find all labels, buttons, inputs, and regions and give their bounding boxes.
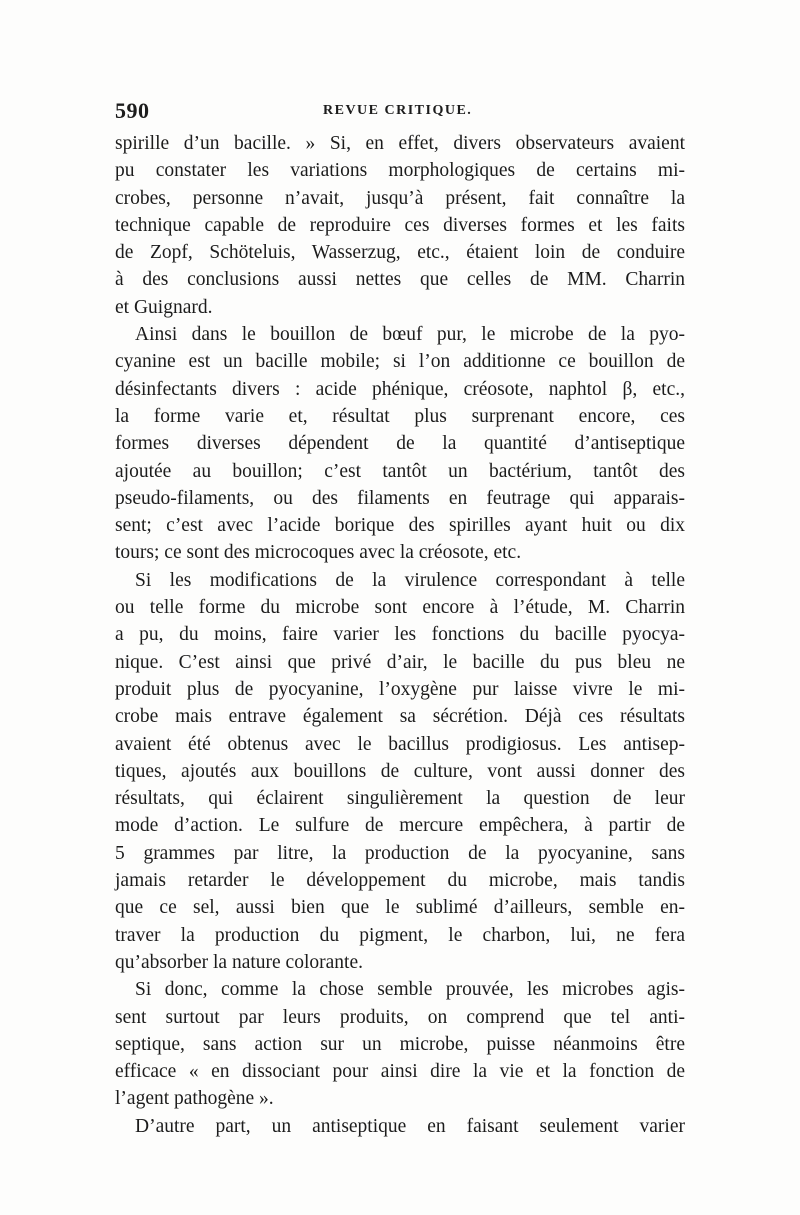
text-line: sent; c’est avec l’acide borique des spirilles ayant huit ou dix [115, 515, 685, 537]
text-line: 5 grammes par litre, la production de la pyocyanine, sans [115, 842, 685, 864]
text-line: spirille d’un bacille. » Si, en effet, divers observateurs avaient [115, 133, 685, 154]
text-line: a pu, du moins, faire varier les fonctions du bacille pyocya- [115, 624, 685, 646]
text-line: ajoutée au bouillon; c’est tantôt un bactérium, tantôt des [115, 460, 685, 482]
text-line: résultats, qui éclairent singulièrement la question de leur [115, 788, 685, 810]
text-line: nique. C’est ainsi que privé d’air, le bacille du pus bleu ne [115, 651, 685, 673]
text-line: de Zopf, Schöteluis, Wasserzug, etc., étaient loin de conduire [115, 242, 685, 264]
text-line: la forme varie et, résultat plus surprenant encore, ces [115, 405, 685, 427]
text-line: produit plus de pyocyanine, l’oxygène pur laisse vivre le mi- [115, 678, 685, 700]
text-line: D’autre part, un antiseptique en faisant seulement varier [135, 1115, 685, 1137]
text-line: l’agent pathogène ». [115, 1088, 274, 1110]
text-line: crobes, personne n’avait, jusqu’à présent, fait connaître la [115, 187, 685, 209]
text-line: formes diverses dépendent de la quantité d’antiseptique [115, 433, 685, 455]
text-line: Si donc, comme la chose semble prouvée, les microbes agis- [135, 979, 685, 1001]
text-line: désinfectants divers : acide phénique, créosote, naphtol β, etc., [115, 378, 685, 400]
text-line: avaient été obtenus avec le bacillus prodigiosus. Les antisep- [115, 733, 685, 755]
text-line: que ce sel, aussi bien que le sublimé d’ailleurs, semble en- [115, 897, 685, 919]
text-line: efficace « en dissociant pour ainsi dire la vie et la fonction de [115, 1061, 685, 1083]
text-line: mode d’action. Le sulfure de mercure empêchera, à partir de [115, 815, 685, 837]
text-line: tours; ce sont des microcoques avec la créosote, etc. [115, 542, 522, 564]
text-line: pu constater les variations morphologiques de certains mi- [115, 160, 685, 182]
running-head [115, 98, 685, 126]
body-text [115, 130, 685, 1140]
text-line: sent surtout par leurs produits, on comprend que tel anti- [115, 1006, 685, 1028]
page-number: 590 [115, 98, 150, 123]
text-line: pseudo-filaments, ou des filaments en feutrage qui apparais- [115, 487, 685, 509]
text-line: qu’absorber la nature colorante. [115, 951, 363, 973]
text-line: Si les modifications de la virulence correspondant à telle [135, 569, 685, 591]
text-line: jamais retarder le développement du microbe, mais tandis [115, 870, 685, 892]
text-line: technique capable de reproduire ces diverses formes et les faits [115, 214, 685, 236]
text-line: tiques, ajoutés aux bouillons de culture, vont aussi donner des [115, 760, 685, 782]
running-title: REVUE CRITIQUE. [323, 103, 473, 118]
text-line: Ainsi dans le bouillon de bœuf pur, le microbe de la pyo- [135, 324, 685, 346]
text-line: et Guignard. [115, 296, 213, 318]
text-line: à des conclusions aussi nettes que celles de MM. Charrin [115, 269, 685, 291]
text-line: ou telle forme du microbe sont encore à l’étude, M. Charrin [115, 597, 685, 619]
text-line: crobe mais entrave également sa sécrétion. Déjà ces résultats [115, 706, 685, 728]
text-line: cyanine est un bacille mobile; si l’on additionne ce bouillon de [115, 351, 685, 373]
text-line: traver la production du pigment, le charbon, lui, ne fera [115, 924, 685, 946]
text-line: septique, sans action sur un microbe, puisse néanmoins être [115, 1033, 685, 1055]
